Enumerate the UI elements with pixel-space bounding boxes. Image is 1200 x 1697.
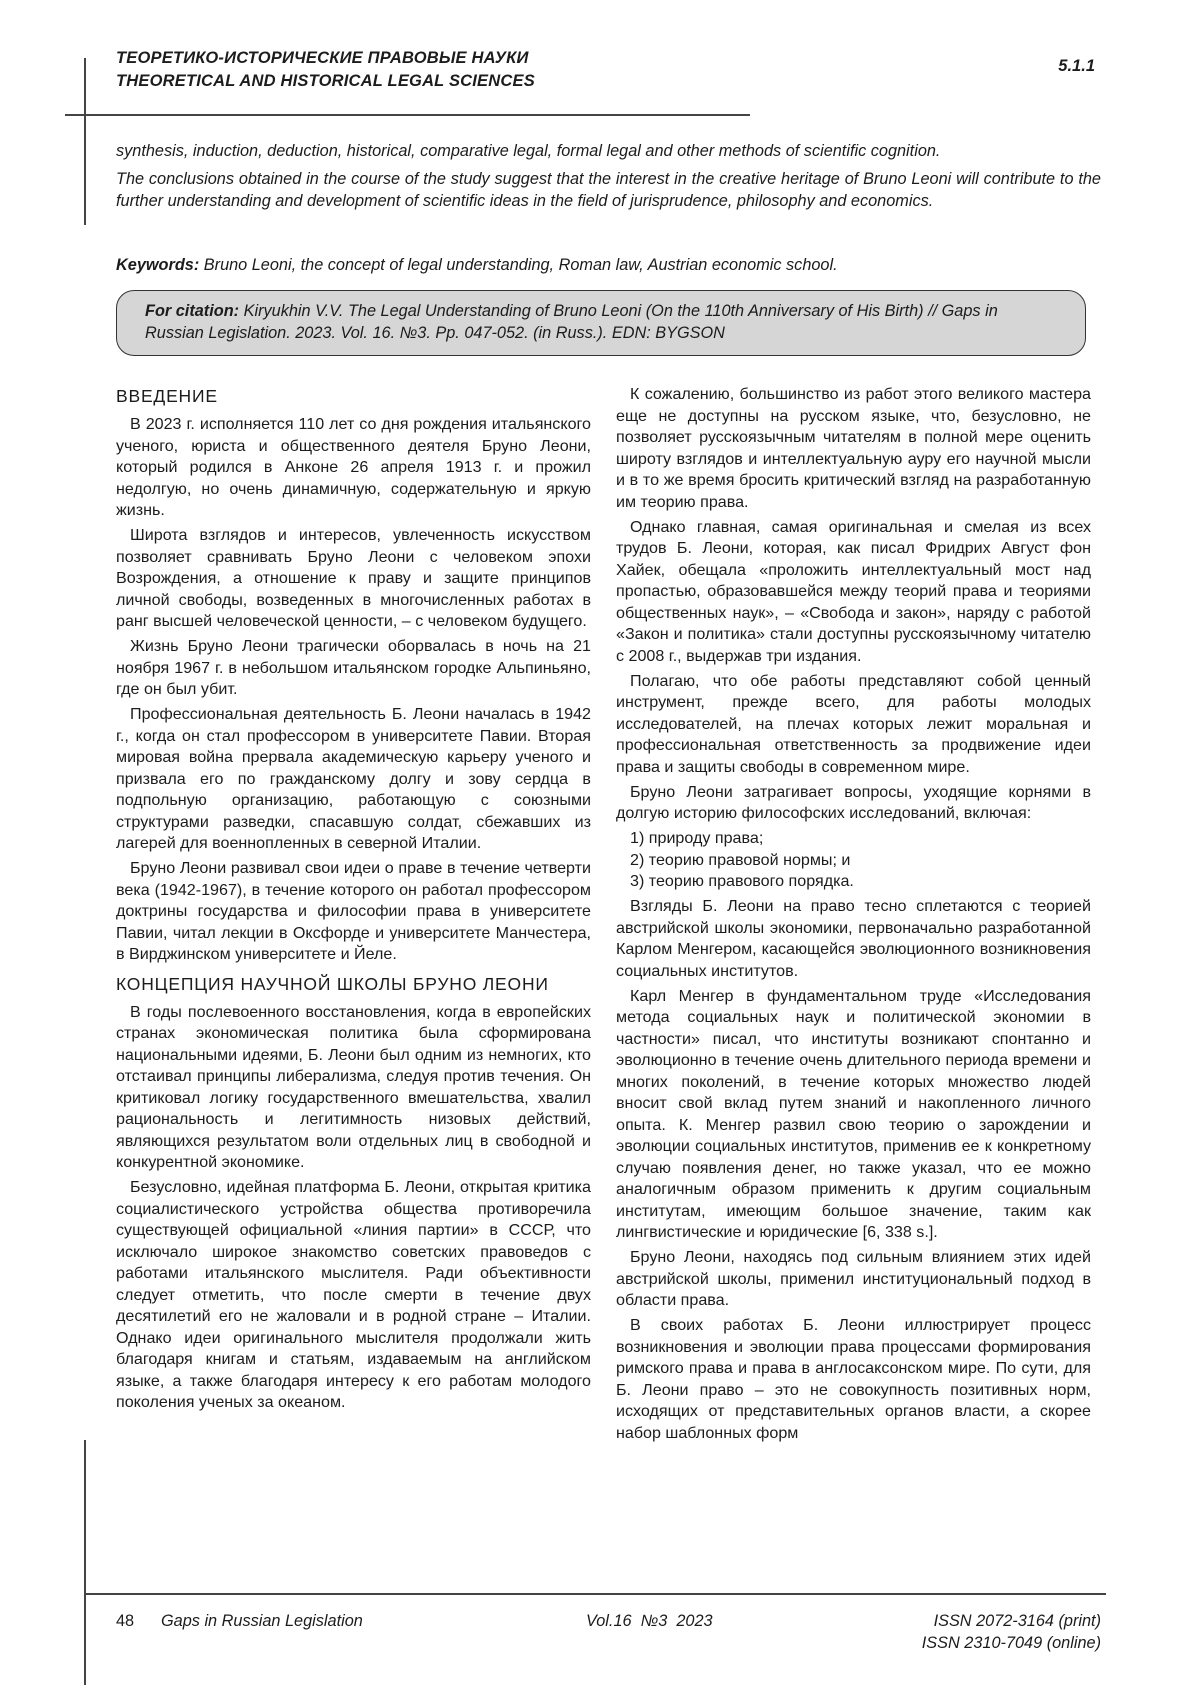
right-column [616,384,1091,1448]
paragraph: К сожалению, большинство из работ этого великого мастера еще не доступны на русском языке, что, безусловно, не позволяет русскоязычным читателям в полной мере оценить широту взглядов и интеллектуальную ауру его научной мысли и в то же время бросить критический взгляд на разработанную им теорию права. [616,384,1091,513]
citation-text: Kiryukhin V.V. The Legal Understanding of Bruno Leoni (On the 110th Anniversary of His Birth) // Gaps in Russian Legislation. 2023. Vol. 16. №3. Pp. 047-052. (in Russ.). EDN: BYGSON [145,302,998,342]
header-vertical-rule [84,58,86,225]
keywords-label: Keywords: [116,256,199,274]
issn-print: ISSN 2072-3164 (print) [922,1610,1101,1632]
header-horizontal-rule [65,114,750,116]
heading-school-concept: КОНЦЕПЦИЯ НАУЧНОЙ ШКОЛЫ БРУНО ЛЕОНИ [116,972,591,996]
keywords [116,254,838,276]
list-item: 3) теорию правового порядка. [616,871,1091,893]
paragraph: Полагаю, что обе работы представляют собой ценный инструмент, прежде всего, для работы молодых исследователей, на плечах которых лежит моральная и профессиональная ответственность за продвижение идеи права и защиты свободы в современном мире. [616,671,1091,779]
section-header [116,47,535,93]
abstract-conclusion: The conclusions obtained in the course of the study suggest that the interest in the creative heritage of Bruno Leoni will contribute to the further understanding and development of scientific ideas in the field of jurisprudence, philosophy and economics. [116,168,1101,212]
specialty-code: 5.1.1 [1058,57,1095,76]
paragraph: В 2023 г. исполняется 110 лет со дня рождения итальянского ученого, юриста и общественного деятеля Бруно Леони, который родился в Анконе 26 апреля 1913 г. и прожил недолгую, но очень динамичную, содержательную и яркую жизнь. [116,414,591,522]
heading-introduction: ВВЕДЕНИЕ [116,384,591,408]
left-column [116,384,591,1417]
journal-name: Gaps in Russian Legislation [161,1610,363,1632]
paragraph: Широта взглядов и интересов, увлеченность искусством позволяет сравнивать Бруно Леони с человеком эпохи Возрождения, а отношение к праву и защите принципов личной свободы, возведенных в многочисленных работах в ранг высшей человеческой ценности, – с человеком будущего. [116,525,591,633]
list-item: 2) теорию правовой нормы; и [616,850,1091,872]
citation-box [116,290,1086,356]
paragraph: Безусловно, идейная платформа Б. Леони, открытая критика социалистического устройства общества противоречила существующей официальной «линия партии» в СССР, что исключало широкое знакомство советских правоведов с работами итальянского мыслителя. Ради объективности следует отметить, что после смерти в течение двух десятилетий его не жаловали и в родной стране – Италии. Однако идеи оригинального мыслителя продолжали жить благодаря книгам и статьям, издаваемым на английском языке, а также благодаря интересу к его работам молодого поколения ученых за океаном. [116,1177,591,1414]
paragraph: Профессиональная деятельность Б. Леони началась в 1942 г., когда он стал профессором в университете Павии. Вторая мировая война прервала академическую карьеру ученого и призвала его по гражданскому долгу и зову сердца в подпольную организацию, работающую с союзными структурами разведки, спасавшую солдат, сбежавших из лагерей для военнопленных в северной Италии. [116,704,591,855]
paragraph: Взгляды Б. Леони на право тесно сплетаются с теорией австрийской школы экономики, первоначально разработанной Карлом Менгером, касающейся эволюционного возникновения социальных институтов. [616,896,1091,982]
paragraph: Жизнь Бруно Леони трагически оборвалась в ночь на 21 ноября 1967 г. в небольшом итальянском городке Альпиньяно, где он был убит. [116,636,591,701]
section-title-en: THEORETICAL AND HISTORICAL LEGAL SCIENCES [116,70,535,93]
abstract-methods: synthesis, induction, deduction, historical, comparative legal, formal legal and other methods of scientific cognition. [116,140,1101,162]
paragraph: Бруно Леони, находясь под сильным влиянием этих идей австрийской школы, применил институциональный подход в области права. [616,1247,1091,1312]
citation-label: For citation: [145,302,239,320]
paragraph: Однако главная, самая оригинальная и смелая из всех трудов Б. Леони, которая, как писал Фридрих Август фон Хайек, обещала «проложить интеллектуальный мост над пропастью, образовавшейся между теорий права и теориями общественных наук», – «Свобода и закон», наряду с работой «Закон и политика» стали доступны русскоязычному читателю с 2008 г., выдержав три издания. [616,517,1091,668]
page-number: 48 [116,1610,134,1632]
paragraph: Карл Менгер в фундаментальном труде «Исследования метода социальных наук и политической экономии в частности» писал, что институты возникают спонтанно и эволюционно в течение очень длительного периода времени и многих поколений, в течение которых множество людей вносит свой вклад путем знаний и накопленного личного опыта. К. Менгер развил свою теорию о зарождении и эволюции социальных институтов, применив ее к конкретному случаю появления денег, но также указал, что ее можно аналогичным образом применить к другим социальным институтам, имеющим большое значение, таким как лингвистические и юридические [6, 338 s.]. [616,986,1091,1244]
topics-list [616,828,1091,893]
paragraph: В своих работах Б. Леони иллюстрирует процесс возникновения и эволюции права процессами формирования римского права и права в англосаксонском мире. По сути, для Б. Леони право – это не совокупность позитивных норм, исходящих от представительных органов власти, а скорее набор шаблонных форм [616,1315,1091,1444]
list-item: 1) природу права; [616,828,1091,850]
paragraph: Бруно Леони затрагивает вопросы, уходящие корнями в долгую историю философских исследований, включая: [616,782,1091,825]
footer-horizontal-rule [84,1593,1106,1595]
paragraph: В годы послевоенного восстановления, когда в европейских странах экономическая политика была сформирована национальными идеями, Б. Леони был одним из немногих, кто отстаивал принципы либерализма, следуя против течения. Он критиковал логику государственного вмешательства, хвалил рациональность и легитимность низовых действий, являющихся результатом воли отдельных лиц в свободной и конкурентной экономике. [116,1002,591,1174]
abstract [116,140,1101,218]
volume-issue: Vol.16 №3 2023 [586,1610,713,1632]
paragraph: Бруно Леони развивал свои идеи о праве в течение четверти века (1942-1967), в течение которого он работал профессором доктрины государства и философии права в университете Павии, читал лекции в Оксфорде и университете Манчестера, в Вирджинском университете и Йеле. [116,858,591,966]
issn-block [922,1610,1101,1654]
footer-vertical-rule [84,1440,86,1685]
keywords-text: Bruno Leoni, the concept of legal understanding, Roman law, Austrian economic school. [204,256,838,274]
issn-online: ISSN 2310-7049 (online) [922,1632,1101,1654]
section-title-ru: ТЕОРЕТИКО-ИСТОРИЧЕСКИЕ ПРАВОВЫЕ НАУКИ [116,47,535,70]
